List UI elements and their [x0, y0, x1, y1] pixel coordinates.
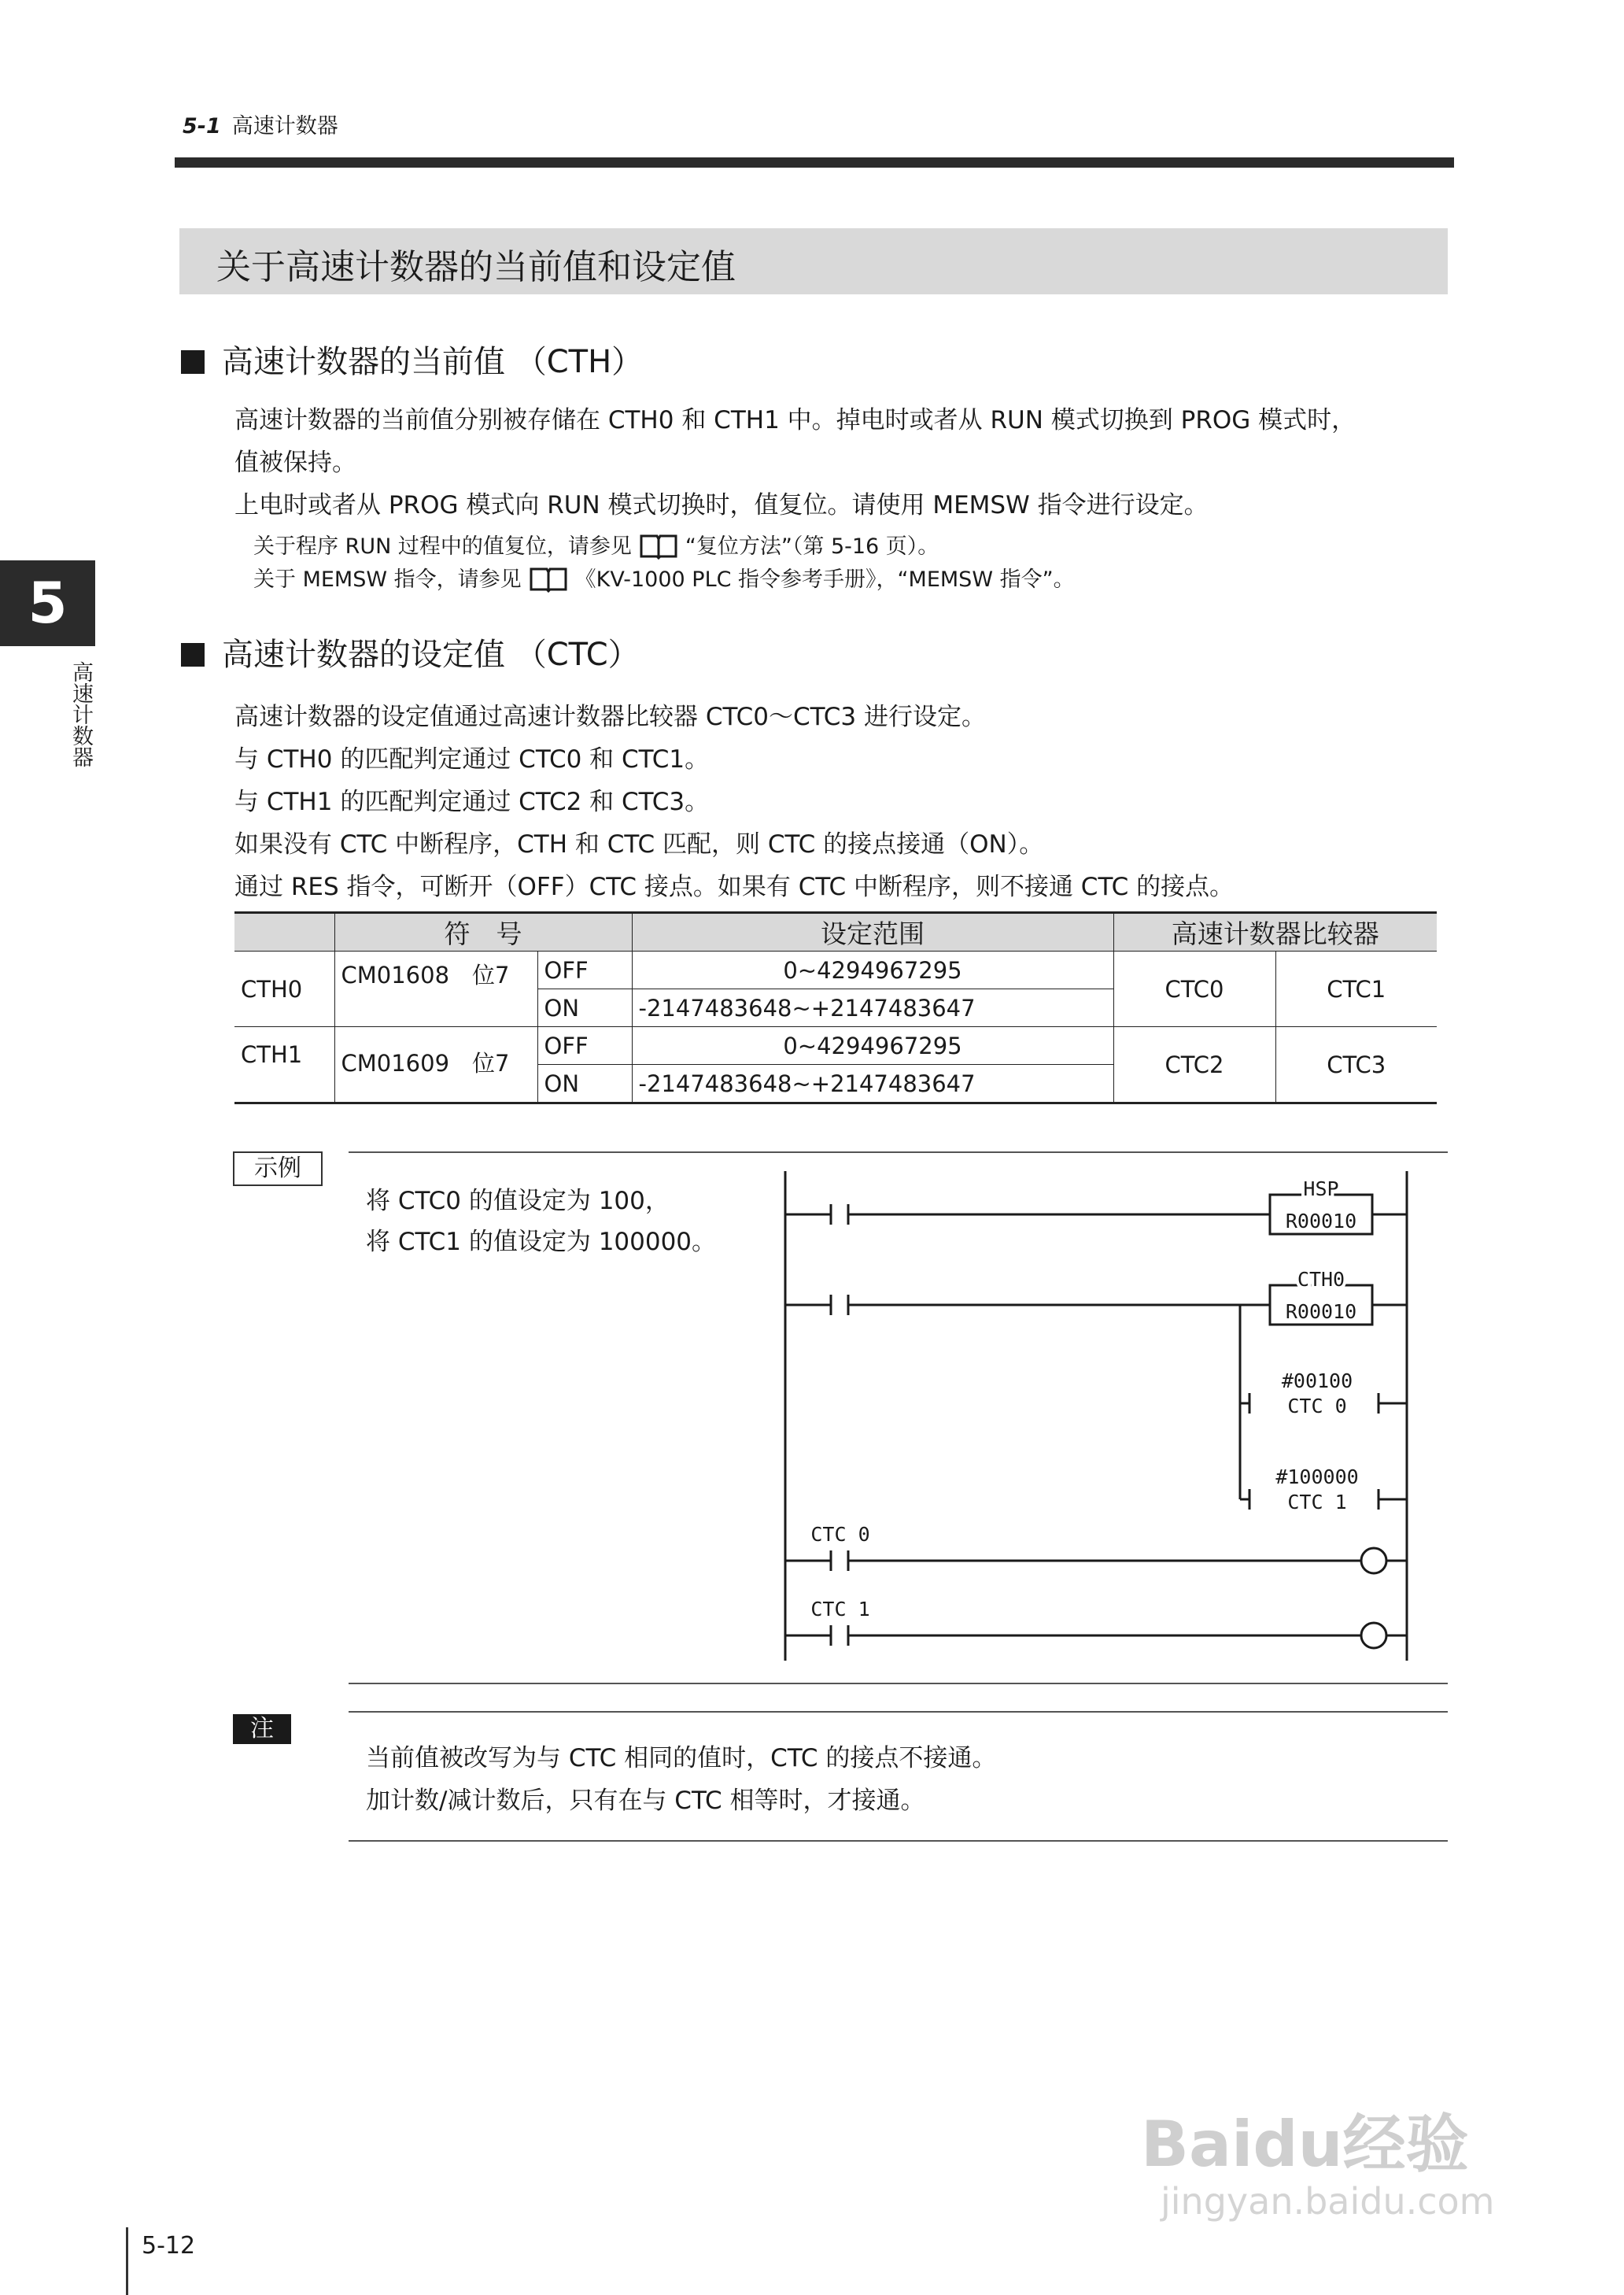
table-cell: OFF [537, 952, 632, 989]
ladder-diagram [779, 1165, 1424, 1669]
book-icon [640, 533, 677, 560]
note-line-2: 加计数/减计数后，只有在与 CTC 相等时，才接通。 [366, 1787, 925, 1815]
table-cell: CTC3 [1275, 1027, 1437, 1103]
ctc0-preset: #00100 [1281, 1369, 1353, 1392]
table-header-cell [234, 913, 334, 952]
table-cell: CTC0 [1113, 952, 1275, 1027]
cth-line-3: 上电时或者从 PROG 模式向 RUN 模式切换时，值复位。请使用 MEMSW 指令进行设定。 [234, 491, 1209, 519]
watermark-logo: Baidu经验 [1141, 2108, 1469, 2181]
cth-reference-2: 关于 MEMSW 指令，请参见 《KV-1000 PLC 指令参考手册》，“MEMSW 指令”。 [253, 567, 1075, 592]
ctc-line: 与 CTH0 的匹配判定通过 CTC0 和 CTC1。 [234, 745, 710, 774]
cth-reference-1: 关于程序 RUN 过程中的值复位，请参见 “复位方法”（第 5-16 页）。 [253, 534, 939, 559]
hsp-operand: R00010 [1285, 1210, 1357, 1232]
section-name: 高速计数器 [231, 114, 338, 139]
table-header-cell: 高速计数器比较器 [1113, 913, 1437, 952]
cth-heading: 高速计数器的当前值 （CTH） [181, 337, 643, 382]
note-top-rule [349, 1711, 1448, 1713]
page-number: 5-12 [142, 2232, 196, 2260]
cth-operand: R00010 [1285, 1300, 1357, 1323]
note-bottom-rule [349, 1840, 1448, 1842]
table-cell: ON [537, 989, 632, 1027]
ctc-line: 通过 RES 指令，可断开（OFF）CTC 接点。如果有 CTC 中断程序，则不接通 CTC 的接点。 [234, 873, 1235, 901]
example-line-1: 将 CTC0 的值设定为 100， [366, 1187, 670, 1215]
ctc0-label: CTC 0 [1287, 1395, 1347, 1417]
table-cell: CTC2 [1113, 1027, 1275, 1103]
example-line-2: 将 CTC1 的值设定为 100000。 [366, 1228, 717, 1256]
example-tag: 示例 [233, 1151, 323, 1186]
square-bullet-icon [181, 350, 205, 374]
table-header-cell: 设定范围 [632, 913, 1113, 952]
ctc1-preset: #100000 [1275, 1465, 1359, 1488]
table-header-cell: 符 号 [334, 913, 632, 952]
cth-line-1: 高速计数器的当前值分别被存储在 CTH0 和 CTH1 中。掉电时或者从 RUN 模式切换到 PROG 模式时， [234, 406, 1356, 434]
running-head [183, 109, 338, 139]
table-cell: CM01609 位7 [334, 1027, 537, 1103]
table-cell: 0~4294967295 [632, 952, 1113, 989]
contact-ctc1-label: CTC 1 [810, 1598, 870, 1621]
example-bottom-rule [349, 1683, 1448, 1684]
ctc-line: 与 CTH1 的匹配判定通过 CTC2 和 CTC3。 [234, 788, 710, 816]
ctc-line: 如果没有 CTC 中断程序，CTH 和 CTC 匹配，则 CTC 的接点接通（ON）。 [234, 830, 1044, 859]
page-title: 关于高速计数器的当前值和设定值 [216, 247, 736, 287]
example-top-rule [349, 1151, 1448, 1153]
comparator-table [234, 911, 1437, 1104]
square-bullet-icon [181, 643, 205, 667]
chapter-label: 高速计数器 [68, 661, 93, 767]
table-row [234, 952, 1437, 989]
watermark-url: jingyan.baidu.com [1161, 2180, 1495, 2223]
table-header-row [234, 913, 1437, 952]
table-cell: 0~4294967295 [632, 1027, 1113, 1065]
table-cell: CM01608 位7 [334, 952, 537, 1027]
table-row [234, 1027, 1437, 1065]
cth-label: CTH0 [1297, 1268, 1345, 1291]
contact-ctc0-label: CTC 0 [810, 1523, 870, 1546]
note-line-1: 当前值被改写为与 CTC 相同的值时，CTC 的接点不接通。 [366, 1744, 997, 1772]
table-cell: CTC1 [1275, 952, 1437, 1027]
header-rule [175, 157, 1454, 168]
ctc-line: 高速计数器的设定值通过高速计数器比较器 CTC0～CTC3 进行设定。 [234, 703, 986, 731]
hsp-label: HSP [1303, 1177, 1339, 1200]
cth-line-2: 值被保持。 [234, 449, 356, 477]
note-tag: 注 [233, 1714, 291, 1744]
table-cell: CTH0 [234, 952, 334, 1027]
ctc-heading: 高速计数器的设定值 （CTC） [181, 630, 640, 674]
book-icon [530, 566, 567, 593]
output-coil [1361, 1548, 1386, 1573]
table-cell: -2147483648~+2147483647 [632, 989, 1113, 1027]
table-cell: -2147483648~+2147483647 [632, 1065, 1113, 1103]
table-cell: CTH1 [234, 1027, 334, 1103]
table-cell: ON [537, 1065, 632, 1103]
section-number: 5-1 [183, 114, 221, 139]
chapter-tab: 5 [0, 560, 95, 646]
ctc1-label: CTC 1 [1287, 1491, 1347, 1513]
table-cell: OFF [537, 1027, 632, 1065]
footer-rule [126, 2227, 128, 2295]
output-coil [1361, 1623, 1386, 1648]
